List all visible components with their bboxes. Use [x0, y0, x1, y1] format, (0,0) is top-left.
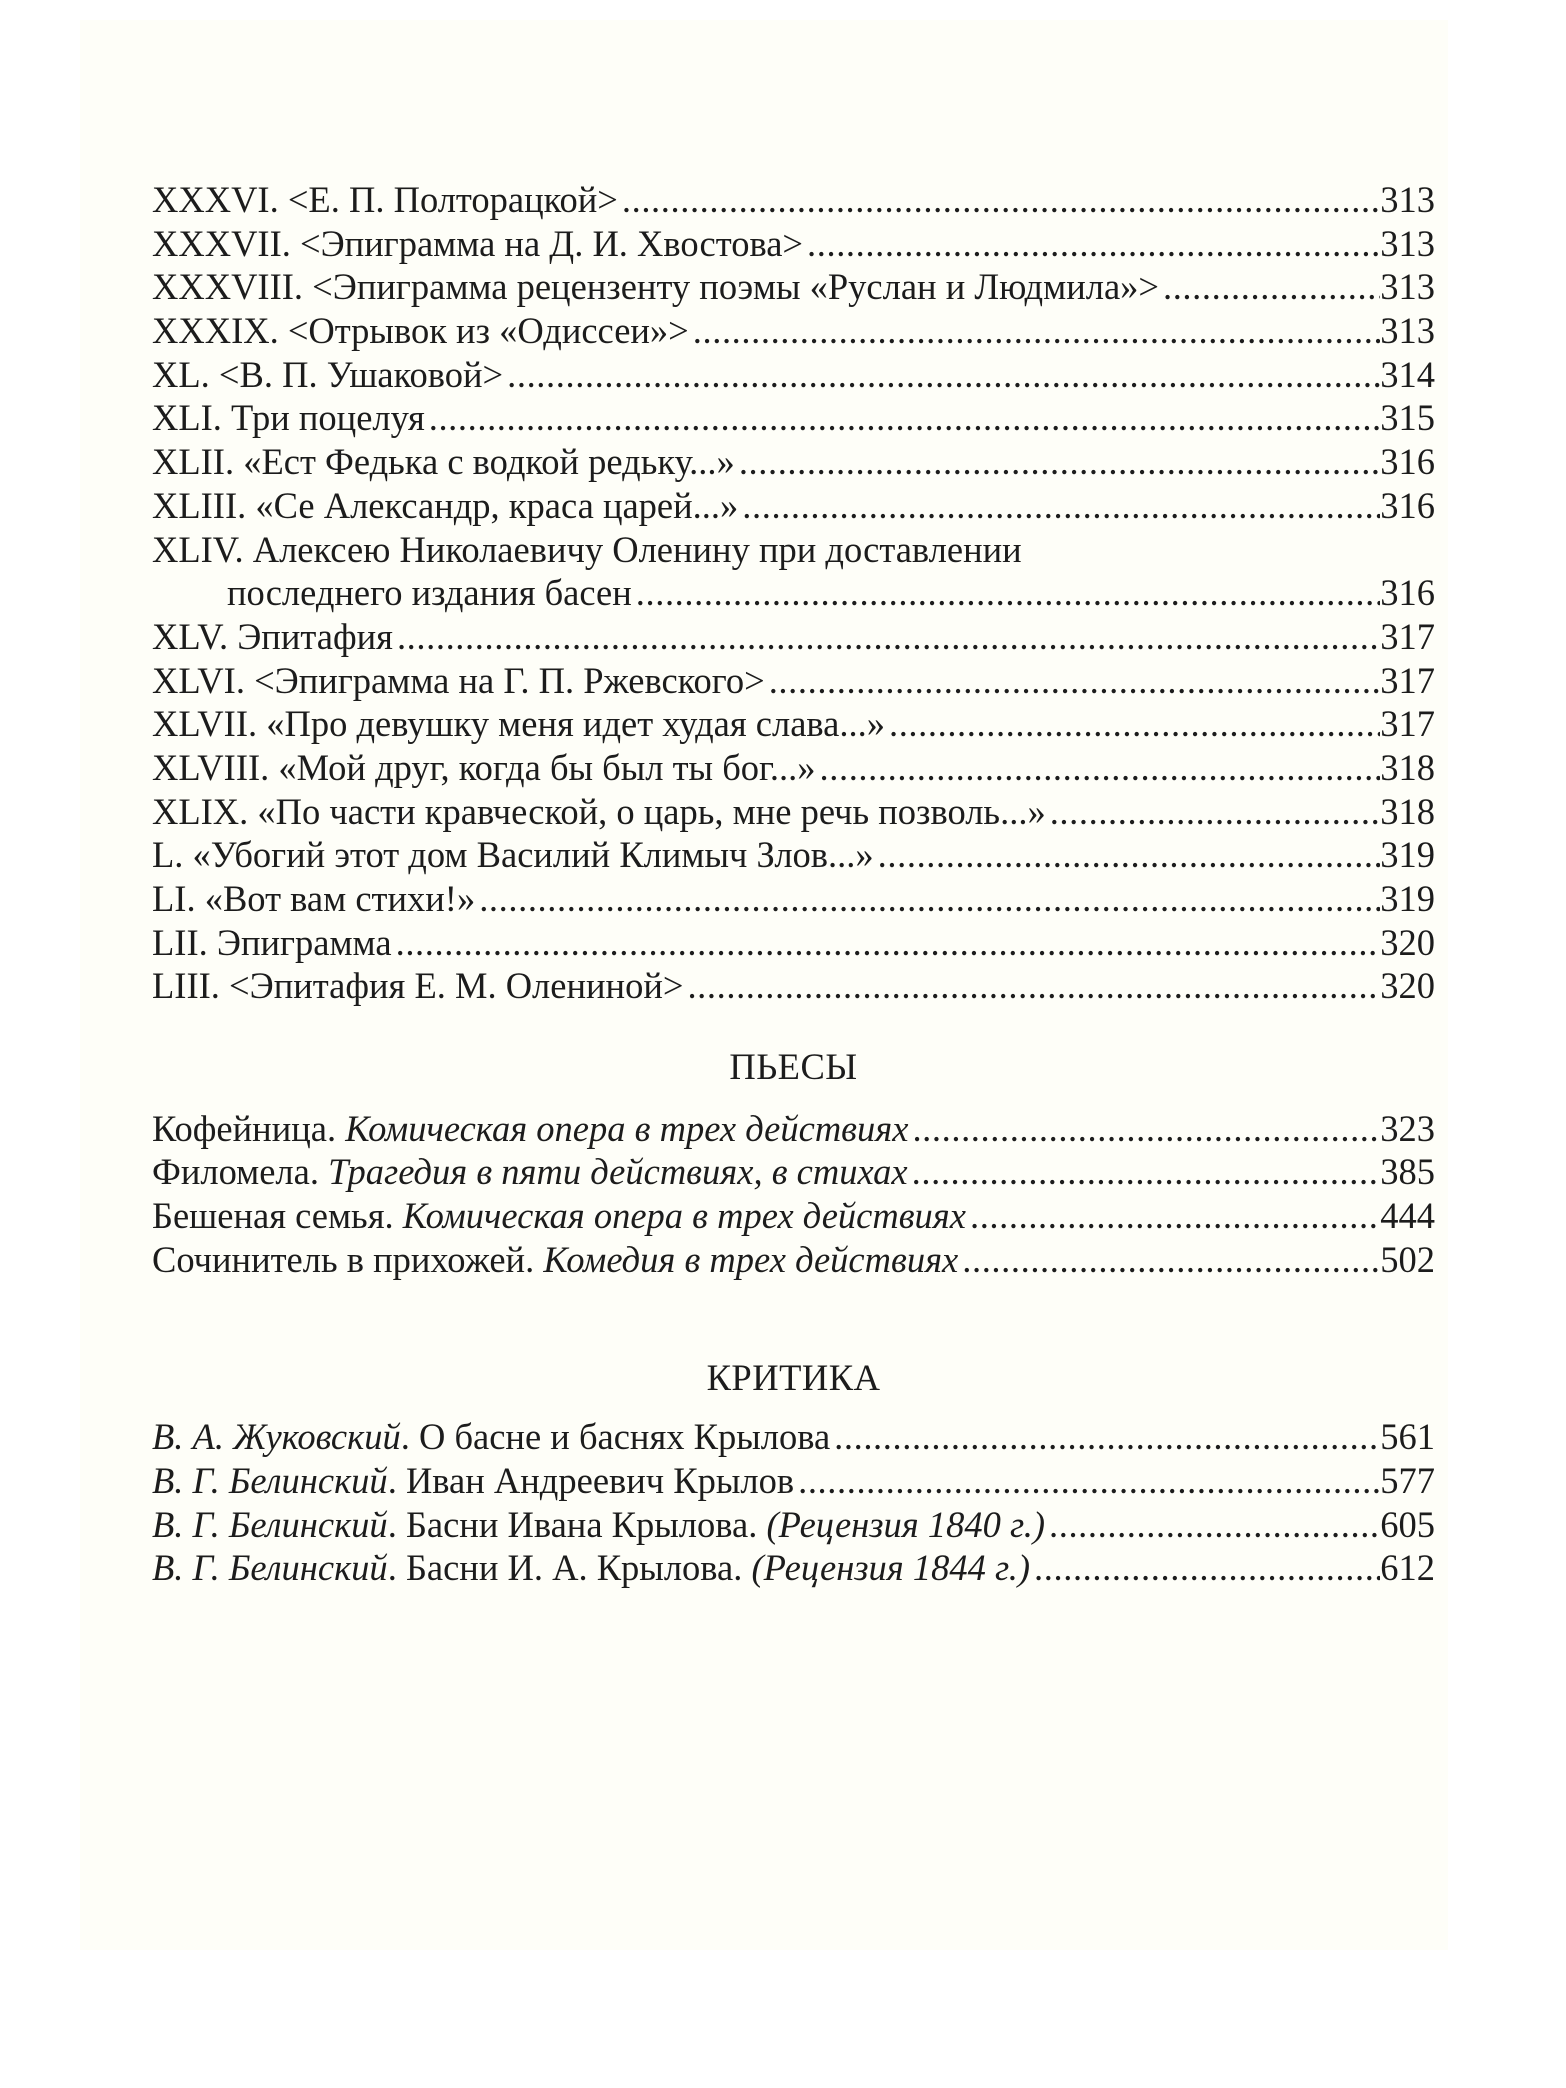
entry-title — [152, 1194, 966, 1238]
page-number: 313 — [1380, 310, 1435, 352]
entry-title: XLVI. <Эпиграмма на Г. П. Ржевского> — [152, 659, 765, 701]
entry-title: XLVII. «Про девушку меня идет худая слава...» — [152, 703, 885, 745]
page-number: 314 — [1380, 353, 1435, 395]
dot-leader — [687, 964, 1380, 1008]
page-number: 318 — [1380, 790, 1435, 832]
toc-entry[interactable] — [152, 353, 1435, 397]
entry-title: XLI. Три поцелуя — [152, 397, 425, 439]
dot-leader — [912, 1150, 1381, 1194]
toc-entry[interactable] — [152, 877, 1435, 921]
entry-title: LI. «Вот вам стихи!» — [152, 878, 476, 919]
toc-entry-multiline[interactable] — [152, 528, 1435, 615]
critique-list — [152, 1415, 1435, 1590]
page-number: 313 — [1380, 179, 1435, 220]
toc-entry[interactable] — [152, 1503, 1435, 1547]
critic-author: В. Г. Белинский — [152, 1503, 388, 1545]
entry-title-line1: XLIV. Алексею Николаевичу Оленину при доставлении — [152, 528, 1022, 570]
dot-leader — [1049, 1503, 1380, 1547]
page-number: 313 — [1380, 222, 1435, 264]
page-number: 313 — [1380, 266, 1435, 308]
dot-leader — [1163, 265, 1380, 309]
dot-leader — [912, 1107, 1380, 1151]
page-number: 317 — [1380, 703, 1435, 745]
toc-entry[interactable] — [152, 440, 1435, 484]
entry-title — [152, 1459, 794, 1503]
dot-leader — [396, 921, 1381, 965]
page-number: 319 — [1380, 878, 1435, 919]
entry-title: XXXVII. <Эпиграмма на Д. И. Хвостова> — [152, 222, 804, 264]
page-number: 319 — [1380, 834, 1435, 876]
toc-entry[interactable] — [152, 833, 1435, 877]
critique-title: . Басни Ивана Крылова. — [387, 1503, 767, 1545]
toc-entry[interactable] — [152, 1150, 1435, 1194]
dot-leader — [1050, 790, 1381, 834]
toc-entry[interactable] — [152, 746, 1435, 790]
dot-leader — [970, 1194, 1380, 1238]
critique-title: . Иван Андреевич Крылов — [387, 1459, 795, 1501]
toc-entry[interactable] — [152, 1546, 1435, 1590]
entry-title-line2: последнего издания басен — [227, 572, 632, 614]
critic-author: В. Г. Белинский — [152, 1547, 388, 1589]
dot-leader — [889, 702, 1380, 746]
dot-leader — [798, 1459, 1380, 1503]
entry-title — [152, 1503, 1045, 1547]
toc-entry[interactable] — [152, 396, 1435, 440]
page-number: 318 — [1380, 746, 1435, 788]
entry-title: XXXVI. <Е. П. Полторацкой> — [152, 179, 618, 220]
page-number: 320 — [1380, 921, 1435, 963]
dot-leader — [742, 484, 1380, 528]
page-number: 317 — [1380, 615, 1435, 657]
dot-leader — [693, 309, 1380, 353]
page-number: 316 — [1380, 441, 1435, 483]
page-number: 577 — [1380, 1459, 1435, 1501]
entry-title: XXXIX. <Отрывок из «Одиссеи»> — [152, 310, 689, 352]
entry-title — [152, 1546, 1030, 1590]
page-number: 316 — [1380, 572, 1435, 614]
page-number: 323 — [1380, 1107, 1435, 1149]
dot-leader — [807, 222, 1380, 266]
dot-leader — [507, 353, 1380, 397]
play-title: Бешеная семья. — [152, 1195, 403, 1237]
toc-entry[interactable] — [152, 1107, 1435, 1151]
entry-title: XLIII. «Се Александр, краса царей...» — [152, 484, 739, 526]
entry-title-line2-row — [152, 571, 1435, 615]
toc-entry[interactable] — [152, 702, 1435, 746]
dot-leader — [479, 877, 1380, 921]
entry-title: L. «Убогий этот дом Василий Климыч Злов...» — [152, 834, 874, 876]
page-number: 444 — [1380, 1195, 1435, 1237]
entry-title — [152, 1238, 958, 1282]
play-title: Сочинитель в прихожей. — [152, 1238, 544, 1280]
entry-title — [152, 1415, 830, 1459]
poems-list — [152, 178, 1435, 1008]
table-of-contents — [152, 178, 1435, 1590]
toc-entry[interactable] — [152, 790, 1435, 834]
toc-entry[interactable] — [152, 1459, 1435, 1503]
plays-heading: ПЬЕСЫ — [729, 1046, 858, 1088]
dot-leader — [739, 440, 1380, 484]
dot-leader — [834, 1415, 1380, 1459]
toc-entry[interactable] — [152, 265, 1435, 309]
dot-leader — [820, 746, 1381, 790]
dot-leader — [1034, 1546, 1380, 1590]
entry-title — [152, 1107, 908, 1151]
entry-title: XXXVIII. <Эпиграмма рецензенту поэмы «Руслан и Людмила»> — [152, 266, 1159, 308]
page-number: 385 — [1380, 1151, 1435, 1193]
critique-heading: КРИТИКА — [706, 1356, 881, 1398]
page-number: 605 — [1380, 1503, 1435, 1545]
toc-entry[interactable] — [152, 222, 1435, 266]
toc-entry[interactable] — [152, 659, 1435, 703]
critic-author: В. Г. Белинский — [152, 1459, 388, 1501]
play-subtitle: Комическая опера в трех действиях — [345, 1107, 909, 1149]
play-title: Филомела. — [152, 1151, 329, 1193]
entry-title: XLV. Эпитафия — [152, 615, 393, 657]
dot-leader — [962, 1238, 1380, 1282]
toc-entry[interactable] — [152, 921, 1435, 965]
dot-leader — [636, 571, 1380, 615]
page-number: 316 — [1380, 484, 1435, 526]
plays-list — [152, 1107, 1435, 1282]
critique-title: . Басни И. А. Крылова. — [387, 1547, 752, 1589]
page-number: 502 — [1380, 1238, 1435, 1280]
critique-title: . О басне и баснях Крылова — [400, 1416, 831, 1458]
play-subtitle: Комедия в трех действиях — [543, 1238, 959, 1280]
play-title: Кофейница. — [152, 1107, 346, 1149]
page-number: 317 — [1380, 659, 1435, 701]
toc-entry[interactable] — [152, 615, 1435, 659]
play-subtitle: Комическая опера в трех действиях — [402, 1195, 966, 1237]
critique-note: (Рецензия 1840 г.) — [766, 1503, 1045, 1545]
entry-title — [152, 1150, 908, 1194]
critique-note: (Рецензия 1844 г.) — [751, 1547, 1031, 1589]
entry-title: LIII. <Эпитафия Е. М. Олениной> — [152, 965, 684, 1007]
toc-entry[interactable] — [152, 964, 1435, 1008]
entry-title: XL. <В. П. Ушаковой> — [152, 353, 504, 395]
entry-title: XLIX. «По части кравческой, о царь, мне речь позволь...» — [152, 790, 1046, 832]
toc-entry[interactable] — [152, 1194, 1435, 1238]
dot-leader — [397, 615, 1380, 659]
critic-author: В. А. Жуковский — [152, 1416, 401, 1458]
page-number: 315 — [1380, 397, 1435, 439]
page-number: 320 — [1380, 965, 1435, 1007]
dot-leader — [769, 659, 1381, 703]
entry-title: LII. Эпиграмма — [152, 921, 392, 963]
page-number: 612 — [1380, 1547, 1435, 1589]
dot-leader — [429, 396, 1381, 440]
toc-entry[interactable] — [152, 309, 1435, 353]
toc-entry[interactable] — [152, 178, 1435, 222]
play-subtitle: Трагедия в пяти действиях, в стихах — [328, 1151, 908, 1193]
entry-title: XLII. «Ест Федька с водкой редьку...» — [152, 441, 735, 483]
toc-entry[interactable] — [152, 1238, 1435, 1282]
page-number: 561 — [1380, 1416, 1435, 1458]
entry-title: XLVIII. «Мой друг, когда бы был ты бог...» — [152, 746, 816, 788]
dot-leader — [878, 833, 1381, 877]
toc-entry[interactable] — [152, 484, 1435, 528]
toc-entry[interactable] — [152, 1415, 1435, 1459]
dot-leader — [622, 178, 1380, 222]
